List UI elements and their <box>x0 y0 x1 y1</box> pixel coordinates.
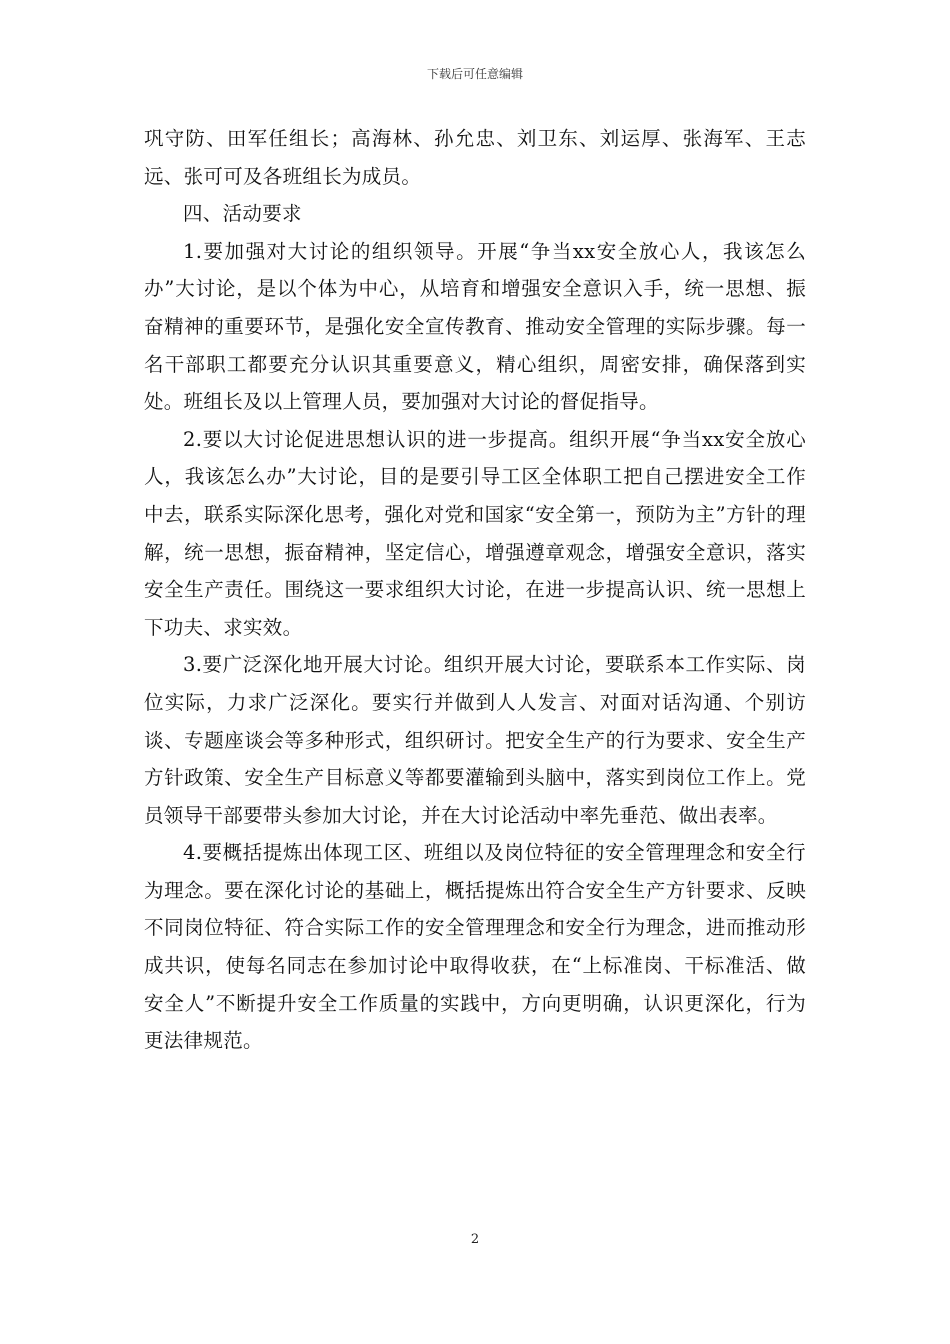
paragraph-requirement-2: 2.要以大讨论促进思想认识的进一步提高。组织开展“争当xx安全放心人，我该怎么办”大讨论，目的是要引导工区全体职工把自己摆进安全工作中去，联系实际深化思考，强化对党和国家“安全第一，预防为主”方针的理解，统一思想，振奋精神，坚定信心，增强遵章观念，增强安全意识，落实安全生产责任。围绕这一要求组织大讨论，在进一步提高认识、统一思想上下功夫、求实效。 <box>144 427 806 639</box>
page-number: 2 <box>470 1232 480 1247</box>
paragraph-requirement-4: 4.要概括提炼出体现工区、班组以及岗位特征的安全管理理念和安全行为理念。要在深化讨论的基础上，概括提炼出符合安全生产方针要求、反映不同岗位特征、符合实际工作的安全管理理念和安全行为理念，进而推动形成共识，使每名同志在参加讨论中取得收获，在“上标准岗、干标准活、做安全人”不断提升安全工作质量的实践中，方向更明确，认识更深化，行为更法律规范。 <box>144 841 806 1053</box>
paragraph-requirement-3: 3.要广泛深化地开展大讨论。组织开展大讨论，要联系本工作实际、岗位实际，力求广泛深化。要实行并做到人人发言、对面对话沟通、个别访谈、专题座谈会等多种形式，组织研讨。把安全生产的行为要求、安全生产方针政策、安全生产目标意义等都要灌输到头脑中，落实到岗位工作上。党员领导干部要带头参加大讨论，并在大讨论活动中率先垂范、做出表率。 <box>144 653 806 827</box>
paragraph-members: 巩守防、田军任组长；高海林、孙允忠、刘卫东、刘运厚、张海军、王志远、张可可及各班组长为成员。 <box>144 127 806 188</box>
document-body <box>144 120 806 1060</box>
page-header: 下载后可任意编辑 <box>426 67 523 81</box>
paragraph-requirement-1: 1.要加强对大讨论的组织领导。开展“争当xx安全放心人，我该怎么办”大讨论，是以个体为中心，从培育和增强安全意识入手，统一思想、振奋精神的重要环节，是强化安全宣传教育、推动安全管理的实际步骤。每一名干部职工都要充分认识其重要意义，精心组织，周密安排，确保落到实处。班组长及以上管理人员，要加强对大讨论的督促指导。 <box>144 239 806 414</box>
section-heading-activity-requirements: 四、活动要求 <box>183 202 302 226</box>
